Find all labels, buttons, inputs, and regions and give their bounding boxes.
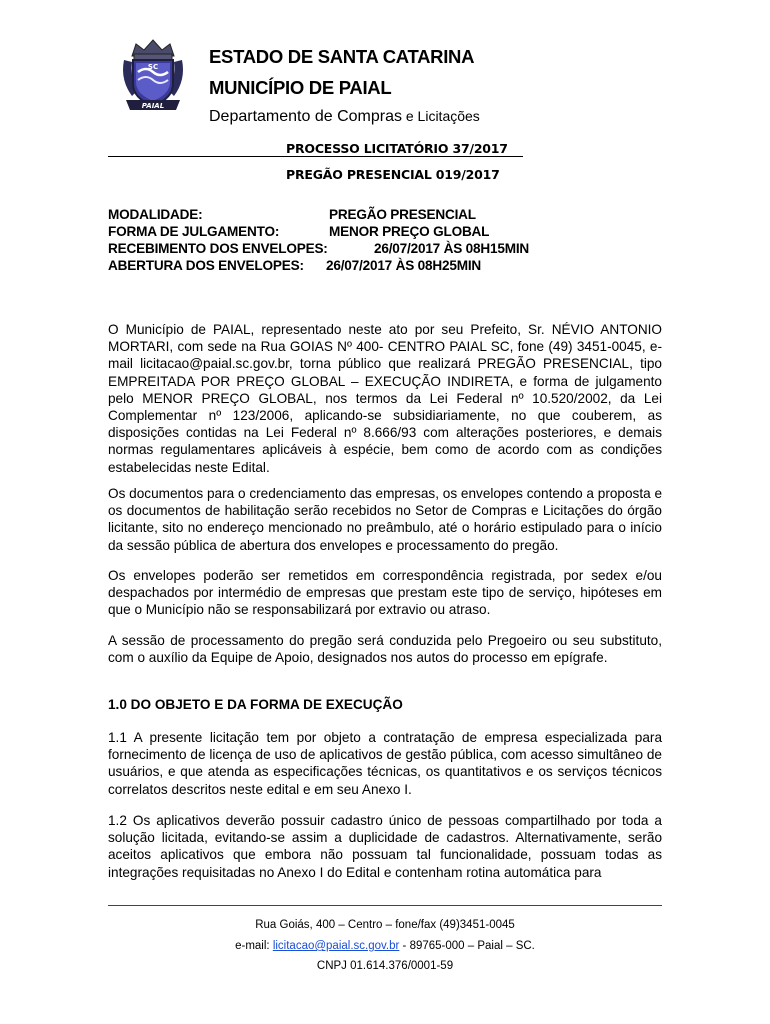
footer-email-suffix: - 89765-000 – Paial – SC. — [399, 940, 535, 952]
meta-value: MENOR PREÇO GLOBAL — [329, 224, 490, 239]
paragraph-documents: Os documentos para o credenciamento das empresas, os envelopes contendo a proposta e os documentos de habilitação serão recebidos no Setor de Compras e Licitações do órgão licitante, sito no endereço mencionado no preâmbulo, até o horário estipulado para o início da sessão pública de abertura dos envelopes e processamento do pregão. — [108, 486, 662, 553]
meta-label: MODALIDADE: — [108, 207, 203, 222]
svg-text:SC: SC — [147, 63, 159, 71]
department-main: Departamento de Compras — [209, 108, 402, 125]
process-number: PROCESSO LICITATÓRIO 37/2017 — [286, 141, 508, 156]
department-title — [209, 108, 480, 126]
footer-rule — [108, 905, 662, 906]
section-item-1-2: 1.2 Os aplicativos deverão possuir cadastro único de pessoas compartilhado por toda a solução licitada, evitando-se assim a duplicidade de cadastros. Alternativamente, serão aceitos aplicativos que embora não possuam tal funcionalidade, possuam todas as integrações requisitadas no Anexo I do Edital e contenham rotina automática para — [108, 813, 662, 880]
meta-value: PREGÃO PRESENCIAL — [329, 207, 476, 222]
meta-value: 26/07/2017 ÀS 08H25MIN — [326, 258, 482, 273]
header-rule — [108, 156, 523, 157]
meta-abertura — [108, 258, 482, 273]
footer-address: Rua Goiás, 400 – Centro – fone/fax (49)3451-0045 — [255, 919, 515, 931]
state-title: ESTADO DE SANTA CATARINA — [209, 46, 475, 67]
meta-value: 26/07/2017 ÀS 08H15MIN — [374, 241, 530, 256]
paragraph-session: A sessão de processamento do pregão será conduzida pelo Pregoeiro ou seu substituto, com o auxílio da Equipe de Apoio, designados nos autos do processo em epígrafe. — [108, 633, 662, 666]
meta-label: ABERTURA DOS ENVELOPES: — [108, 258, 304, 273]
meta-label: RECEBIMENTO DOS ENVELOPES: — [108, 241, 328, 256]
meta-modalidade — [108, 207, 476, 222]
paragraph-intro: O Município de PAIAL, representado neste ato por seu Prefeito, Sr. NÉVIO ANTONIO MORTARI, com sede na Rua GOIAS Nº 400- CENTRO PAIAL SC, fone (49) 3451-0045, e-mail licitacao@paial.sc.gov.br, torna público que realizará PREGÃO PRESENCIAL, tipo EMPREITADA POR PREÇO GLOBAL – EXECUÇÃO INDIRETA, e forma de julgamento pelo MENOR PREÇO GLOBAL, nos termos da Lei Federal nº 10.520/2002, da Lei Complementar nº 123/2006, aplicando-se subsidiariamente, no que couberem, as disposições contidas na Lei Federal nº 8.666/93 com alterações posteriores, e demais normas regulamentares aplicáveis à espécie, bem como de acordo com as condições estabelecidas neste Edital. — [108, 322, 662, 475]
footer-email-prefix: e-mail: — [235, 940, 273, 952]
meta-recebimento — [108, 241, 530, 256]
footer-cnpj: CNPJ 01.614.376/0001-59 — [316, 960, 454, 972]
paragraph-envelopes: Os envelopes poderão ser remetidos em correspondência registrada, por sedex e/ou despachados por intermédio de empresas que prestam este tipo de serviço, hipóteses em que o Município não se responsabilizará por extravio ou atraso. — [108, 568, 662, 618]
department-tail: e Licitações — [401, 108, 480, 124]
crest-icon — [118, 36, 188, 116]
section-item-1-1: 1.1 A presente licitação tem por objeto a contratação de empresa especializada para fornecimento de licença de uso de aplicativos de gestão pública, com acesso simultâneo de usuários, e que atenda as especificações técnicas, os quantitativos e os serviços técnicos correlatos descritos neste edital e em seu Anexo I. — [108, 730, 662, 797]
municipal-crest — [118, 36, 188, 116]
footer-email-line — [108, 940, 662, 952]
municipality-title: MUNICÍPIO DE PAIAL — [209, 77, 392, 98]
auction-number: PREGÃO PRESENCIAL 019/2017 — [286, 167, 500, 182]
section-title: 1.0 DO OBJETO E DA FORMA DE EXECUÇÃO — [108, 697, 403, 712]
meta-julgamento — [108, 224, 490, 239]
meta-label: FORMA DE JULGAMENTO: — [108, 224, 280, 239]
email-link[interactable]: licitacao@paial.sc.gov.br — [272, 940, 400, 952]
svg-text:PAIAL: PAIAL — [141, 102, 165, 110]
